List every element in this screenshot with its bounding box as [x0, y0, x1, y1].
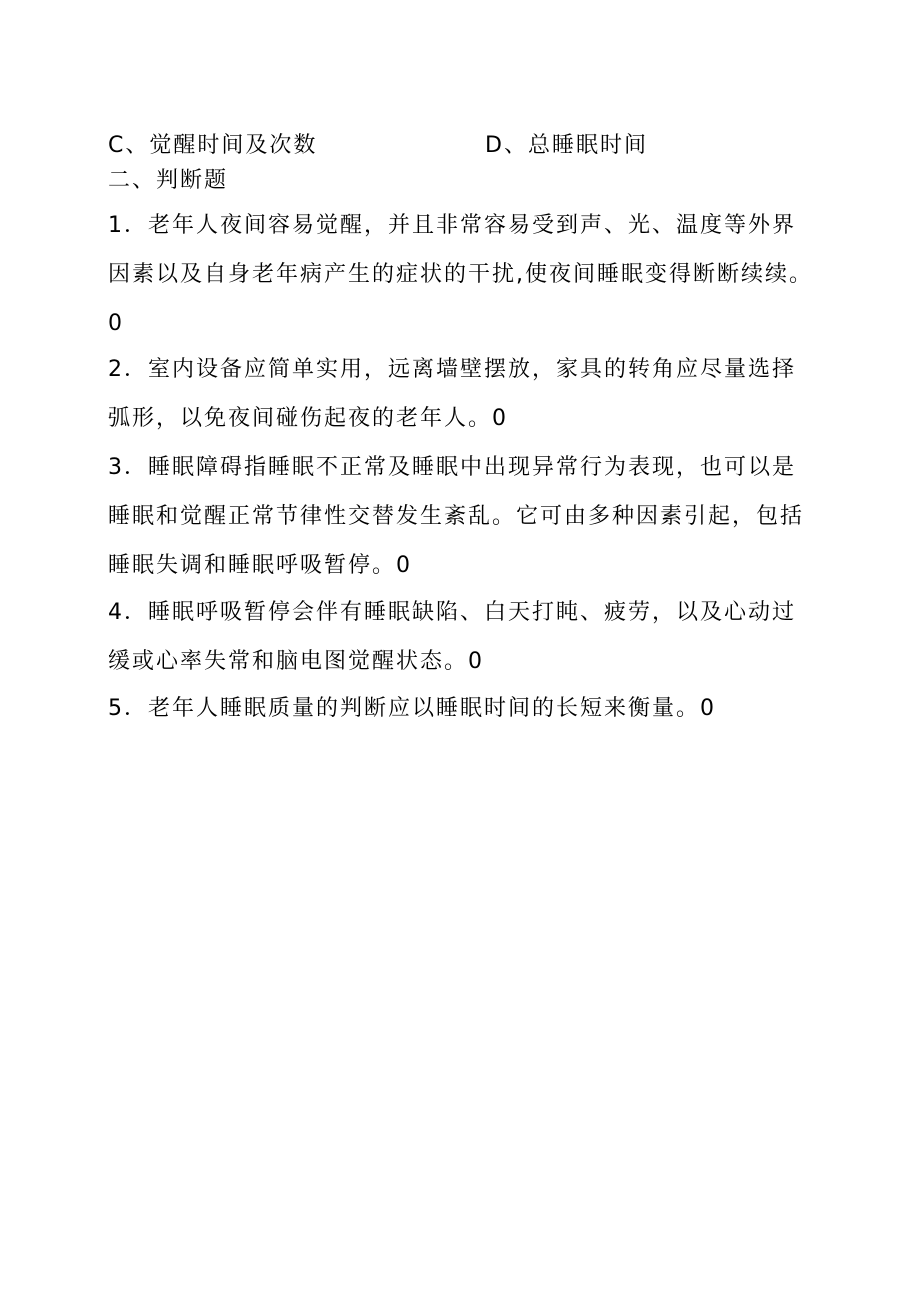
question-3-line-2: 睡眠和觉醒正常节律性交替发生紊乱。它可由多种因素引起，包括	[108, 504, 805, 529]
question-1-answer-mark: 0	[108, 311, 124, 336]
option-c: C、觉醒时间及次数	[108, 133, 318, 158]
question-2-line-1: 2．室内设备应简单实用，远离墙壁摆放，家具的转角应尽量选择	[108, 357, 796, 382]
question-3-line-1: 3．睡眠障碍指睡眠不正常及睡眠中出现异常行为表现，也可以是	[108, 455, 796, 480]
question-1-line-1: 1．老年人夜间容易觉醒，并且非常容易受到声、光、温度等外界	[108, 213, 796, 238]
question-4-line-2: 缓或心率失常和脑电图觉醒状态。0	[108, 649, 484, 674]
option-d: D、总睡眠时间	[485, 133, 648, 158]
question-4-line-1: 4．睡眠呼吸暂停会伴有睡眠缺陷、白天打盹、疲劳，以及心动过	[108, 600, 796, 625]
question-2-line-2: 弧形，以免夜间碰伤起夜的老年人。0	[108, 406, 508, 431]
question-1-line-2: 因素以及自身老年病产生的症状的干扰,使夜间睡眠变得断断续续。	[108, 262, 813, 287]
question-5-line-1: 5．老年人睡眠质量的判断应以睡眠时间的长短来衡量。0	[108, 696, 716, 721]
question-3-line-3: 睡眠失调和睡眠呼吸暂停。0	[108, 553, 412, 578]
section-title: 二、判断题	[108, 168, 229, 193]
